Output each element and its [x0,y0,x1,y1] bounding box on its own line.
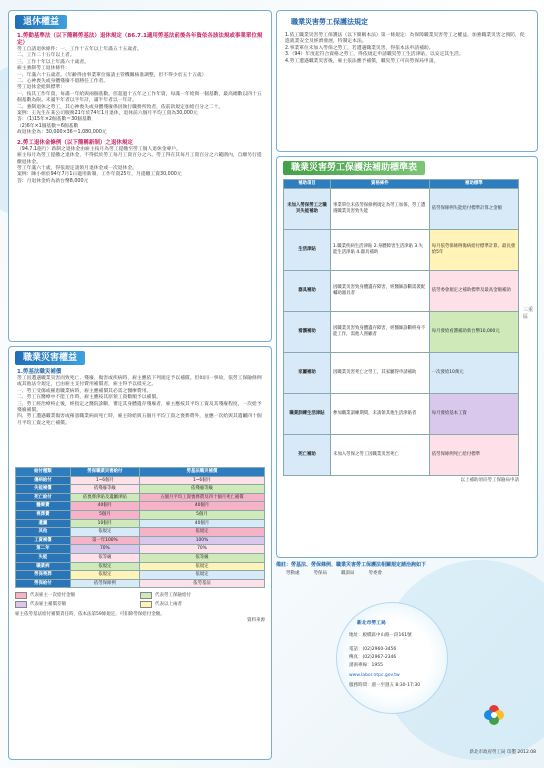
new-system-lines [17,147,265,185]
compensation-table [15,467,265,588]
legend [15,592,265,610]
new-system-line: 案例：陳小姐於94年7月1日適用新制，工作年資25年，月提繳工資30,000元 [17,172,182,178]
subsidy-condition: 未加入勞保之勞工因職業災害死亡 [331,434,430,475]
sub-th-0: 補助項目 [284,180,331,189]
subsidy-standard: 依勞保條例失能給付標準計算之金額 [429,188,518,229]
compensation-type: 傷病給付 [16,476,71,485]
contact-heading: 備註：勞基法、勞保條例、職業災害勞工保護法相關規定請洽詢如下 [276,562,427,568]
old-system-line: 一、年滿六十五歲者。（年齡得由事業單位報請主管機關核准調整，但不得少於五十五歲） [17,72,207,78]
org-name: 新北市勞工局 [357,621,386,626]
compensation-row [16,553,265,562]
disaster-rules-section [276,10,538,152]
compensation-type: 失能 [16,553,71,562]
contact-website[interactable]: www.labor.ntpc.gov.tw [349,673,400,678]
subsidy-condition: 因職業災害致身體遺存障害，經醫師診斷終身不能工作，需他人照顧者 [331,311,430,352]
legend-label: 代表勞工保險給付 [155,592,191,598]
contact-unit: 勞保局 [313,571,327,576]
compensation-footnote: 雇主依勞基法給付補償責任時，依本法第59條規定，可扣除勞保給付金額。 [15,612,165,618]
compensation-labor-insurance: 依規定 [70,571,139,580]
compensation-type: 喪葬費 [16,510,71,519]
compensation-row [16,493,265,502]
new-system-line: 勞工年滿六十歲，得依規定請領月退休金或一次退休金。 [17,165,137,171]
legend-swatch [140,592,152,599]
occupational-section [8,346,272,760]
compensation-labor-insurance: 依殘廢等級 [70,485,139,494]
old-system-heading: 1.勞動基準法（以下簡稱勞基法）退休規定（86.7.1適用勞基法前後各年資依各該法規或事業單位規定） [17,33,263,46]
subsidy-item: 死亡補助 [284,434,331,475]
subsidy-item: 器具補助 [284,270,331,311]
sub-th-1: 資格條件 [331,180,430,189]
subsidy-row [284,352,519,393]
compensation-labor-insurance: 依規定 [70,562,139,571]
compensation-type: 死亡給付 [16,493,71,502]
subsidy-standard: 每月依勞保條例傷病給付標準計算，最長發給5年 [429,229,518,270]
compensation-labor-insurance: 依規定 [70,528,139,537]
subsidy-standard: 每月發給看護補助新台幣10,000元 [429,311,518,352]
old-system-line: 二、工作二十五年以上者。 [17,53,75,59]
subsidy-condition: 因職業災害死亡之勞工，其家屬得申請補助 [331,352,430,393]
compensation-employer: 5個月 [139,510,264,519]
disaster-rules-lines [285,33,529,65]
contact-fax: 傳真：(02)2967-2346 [349,655,397,660]
subsidy-row [284,270,519,311]
compensation-line: 二、勞工在醫療中不能工作時，雇主應按其原領工資數額予以補償。 [17,395,161,401]
subsidy-row [284,229,519,270]
subsidy-section [276,156,538,558]
compensation-employer: 依規定 [139,528,264,537]
compensation-employer: 依規定 [139,571,264,580]
contact-area [276,562,536,762]
subsidy-standard: 依勞保條例死亡給付標準 [429,434,518,475]
compensation-labor-insurance: 依喪葬津貼及遺屬津貼 [70,493,139,502]
legend-item [15,601,140,608]
compensation-employer: 依勞基法 [139,579,264,588]
compensation-employer: 100% [139,536,264,545]
old-system-line: 二、心神喪失或身體殘廢不堪勝任工作者。 [17,79,109,85]
subsidy-table-body [284,188,519,475]
compensation-row [16,502,265,511]
compensation-labor-insurance: 70% [70,545,139,554]
compensation-row [16,519,265,528]
old-system-line: 二、強制退休之勞工，其心神喪失或身體殘廢係因執行職務所致者，依前款規定加給百分之二十。 [17,104,224,110]
subsidy-row [284,393,519,434]
legend-label: 代表雇主一次給付金額 [30,592,75,598]
compensation-heading: 1.勞基法職災補償 [17,369,62,375]
old-system-line: 三、工作十年以上年滿六十歲者。 [17,59,89,65]
compensation-employer: 依殘廢等級 [139,485,264,494]
old-system-lines [17,47,265,137]
compensation-type: 失能補償 [16,485,71,494]
compensation-row [16,571,265,580]
compensation-row [16,528,265,537]
compensation-lines [17,376,265,427]
compensation-table-body [16,476,265,588]
legend-item [140,592,265,599]
compensation-type: 職業病 [16,562,71,571]
old-system-line: 雇主強制勞工退休條件： [17,66,70,72]
compensation-labor-insurance: 40個月 [70,502,139,511]
compensation-line: 勞工因遭遇職業災害而致死亡、殘廢、傷害或疾病時，雇主應依下列規定予以補償。但如同一事故，依勞工保險條例或其他法令規定，已由雇主支付費用補償者，雇主得予以抵充之。 [17,376,262,388]
subsidy-row [284,188,519,229]
disaster-rule-line: 1.依工職業災害勞工保護法（以下簡稱本法）第一條規定：為保障職業災害勞工之權益，加強職業災害之預防，促進就業安全及經濟發展，特制定本法。 [285,33,525,45]
subsidy-item: 職業訓練生活津貼 [284,393,331,434]
subsidy-standard: 一次發給10萬元 [429,352,518,393]
new-system-line: 答：月退休金約為新台幣8,000元 [17,178,89,184]
compensation-row [16,510,265,519]
disaster-rule-line: 3.（94）年度起符合資格之勞工，得依規定申請職災勞工生活津貼，以安定其生活。 [285,52,464,58]
compensation-employer: 40個月 [139,502,264,511]
new-system-line: （94.7.1施行）新制之退休金由雇主按月為勞工提繳至勞工個人退休金專戶。 [17,146,181,152]
old-system-line: 一、按其工作年資，每滿一年給與兩個基數。但超過十五年之工作年資，每滿一年給與一個基數，最高總數以四十五個基數為限。未滿半年者以半年計，滿半年者以一年計。 [17,91,262,104]
compensation-employer: 40個月 [139,519,264,528]
contact-address: 地址：板橋區中山路一段161號 [349,633,412,638]
subsidy-item: 未加入勞保勞工之職災失能補助 [284,188,331,229]
compensation-employer: 依等級 [139,553,264,562]
old-system-line: 勞工退休金給與標準： [17,85,65,91]
subsidy-item: 生活津貼 [284,229,331,270]
compensation-row [16,545,265,554]
compensation-employer: 依規定 [139,562,264,571]
subsidy-item: 家屬補助 [284,352,331,393]
old-system-line: 答：（1)15年×2個基數＝30個基數 [17,117,92,123]
disaster-rules-title: 職業災害勞工保護法規定 [291,18,368,26]
legend-item [15,592,140,599]
compensation-type: 遺屬 [16,519,71,528]
subsidy-condition: 事業單位未依勞保條例規定為勞工加保，勞工遭遇職業災害致失能 [331,188,430,229]
contact-service: 服務時間：週一至週五 8:30-17:30 [349,683,421,688]
compensation-labor-insurance: 5個月 [70,510,139,519]
disaster-rule-line: 2.事業單位未加入勞保之勞工，若遭遇職業災害，得依本法申請補助。 [285,45,434,51]
subsidy-title: 職業災害勞工保護法補助標準表 [283,161,425,175]
subsidy-condition: 1.職業疾病生活津貼 2.身體障害生活津貼 3.失能生活津貼 4.器具補助 [331,229,430,270]
contact-unit: 勞動處 [286,571,300,576]
subsidy-condition: 參加職業訓練期間，未請領其他生活津貼者 [331,393,430,434]
contact-units [276,571,536,577]
contact-phone[interactable]: 電話：(02)2960-3456 [349,647,397,652]
legend-swatch [15,592,27,599]
old-system-line: 案例：王先生在某公司服務21年於74年1月退休，退休前六個月平均工資為30,000元 [17,111,198,117]
compensation-line: 三、勞工經治療終止後，經指定之醫院診斷，審定其身體遺存殘廢者，雇主應按其平均工資及其殘廢程度，一次給予殘廢補償。 [17,401,262,414]
compensation-labor-insurance: 第一年100% [70,536,139,545]
compensation-type: 醫療費 [16,502,71,511]
compensation-labor-insurance: 10個月 [70,519,139,528]
comp-th-0: 給付種類 [16,468,71,477]
occupational-title: 職業災害權益 [15,351,85,365]
disaster-rule-line: 4.勞工遭遇職業災害後，雇主依法應予補償，職災勞工可向勞保局申請。 [285,58,439,64]
logo-icon [481,702,507,728]
new-system-heading: 2.勞工退休金條例（以下簡稱新制）之退休規定 [17,139,133,146]
compensation-row [16,476,265,485]
sub-th-2: 補助標準 [429,180,518,189]
subsidy-note: 以上補助須向勞工保險局申請 [460,477,519,483]
pension-section [8,10,272,342]
side-label: 三重區 [523,307,534,320]
contact-unit: 勞委會 [368,571,382,576]
legend-label: 代表以上兩者 [155,601,182,607]
compensation-employer: 五個月平均工資喪葬費及四十個月死亡補償 [139,493,264,502]
subsidy-table [283,179,519,476]
compensation-labor-insurance: 1~6個月 [70,476,139,485]
compensation-line: 四、勞工遭遇職業傷害或罹患職業病而死亡時，雇主除給與五個月平均工資之喪葬費外，並應一次給與其遺屬四十個月平均工資之死亡補償。 [17,414,262,426]
compensation-employer: 70% [139,545,264,554]
source-note: 資料來源 [247,618,265,624]
subsidy-row [284,434,519,475]
old-system-line: 故退休金為：30,000×36＝1,080,000元 [17,130,107,136]
legend-swatch [15,601,27,608]
comp-th-1: 勞保職業災害給付 [70,468,139,477]
legend-label: 代表雇主補償差額 [30,601,66,607]
old-system-line: （2)6年×1個基數＝6個基數 [17,123,79,129]
compensation-type: 工資補償 [16,536,71,545]
compensation-type: 第二年 [16,545,71,554]
contact-card [336,602,448,714]
subsidy-row [284,311,519,352]
subsidy-standard: 每月發給基本工資 [429,393,518,434]
legend-item [140,601,265,608]
subsidy-condition: 因職業災害致身體遺存障害，經醫師診斷需裝配輔助器具者 [331,270,430,311]
compensation-row [16,536,265,545]
contact-unit: 職訓局 [341,571,355,576]
contact-hotline[interactable]: 諮詢專線：1955 [349,663,383,668]
comp-th-2: 勞基法職災補償 [139,468,264,477]
legend-swatch [140,601,152,608]
compensation-labor-insurance: 依勞保條例 [70,579,139,588]
old-system-line: 勞工自請退休條件：一、工作十五年以上年滿五十五歲者。 [17,47,142,52]
footer: 新北市政府勞工局 印製 2012.08 [469,750,536,755]
compensation-employer: 1~6個月 [139,476,264,485]
compensation-row [16,579,265,588]
compensation-type: 其他 [16,528,71,537]
compensation-row [16,485,265,494]
pension-title: 退休權益 [15,15,67,29]
compensation-type: 勞保給付 [16,579,71,588]
compensation-row [16,562,265,571]
compensation-labor-insurance: 依等級 [70,553,139,562]
compensation-line: 一、勞工受傷或罹患職業病時，雇主應補償其必需之醫療費用。 [17,388,152,394]
subsidy-item: 看護補助 [284,311,331,352]
new-system-line: 雇主每月為勞工提繳之退休金，不得低於勞工每月工資百分之六。勞工得在其每月工資百分之六範圍內，自願另行提繳退休金。 [17,153,262,165]
compensation-type: 勞保喪葬 [16,571,71,580]
subsidy-standard: 依勞委會規定之補助標準及最高金額補助 [429,270,518,311]
